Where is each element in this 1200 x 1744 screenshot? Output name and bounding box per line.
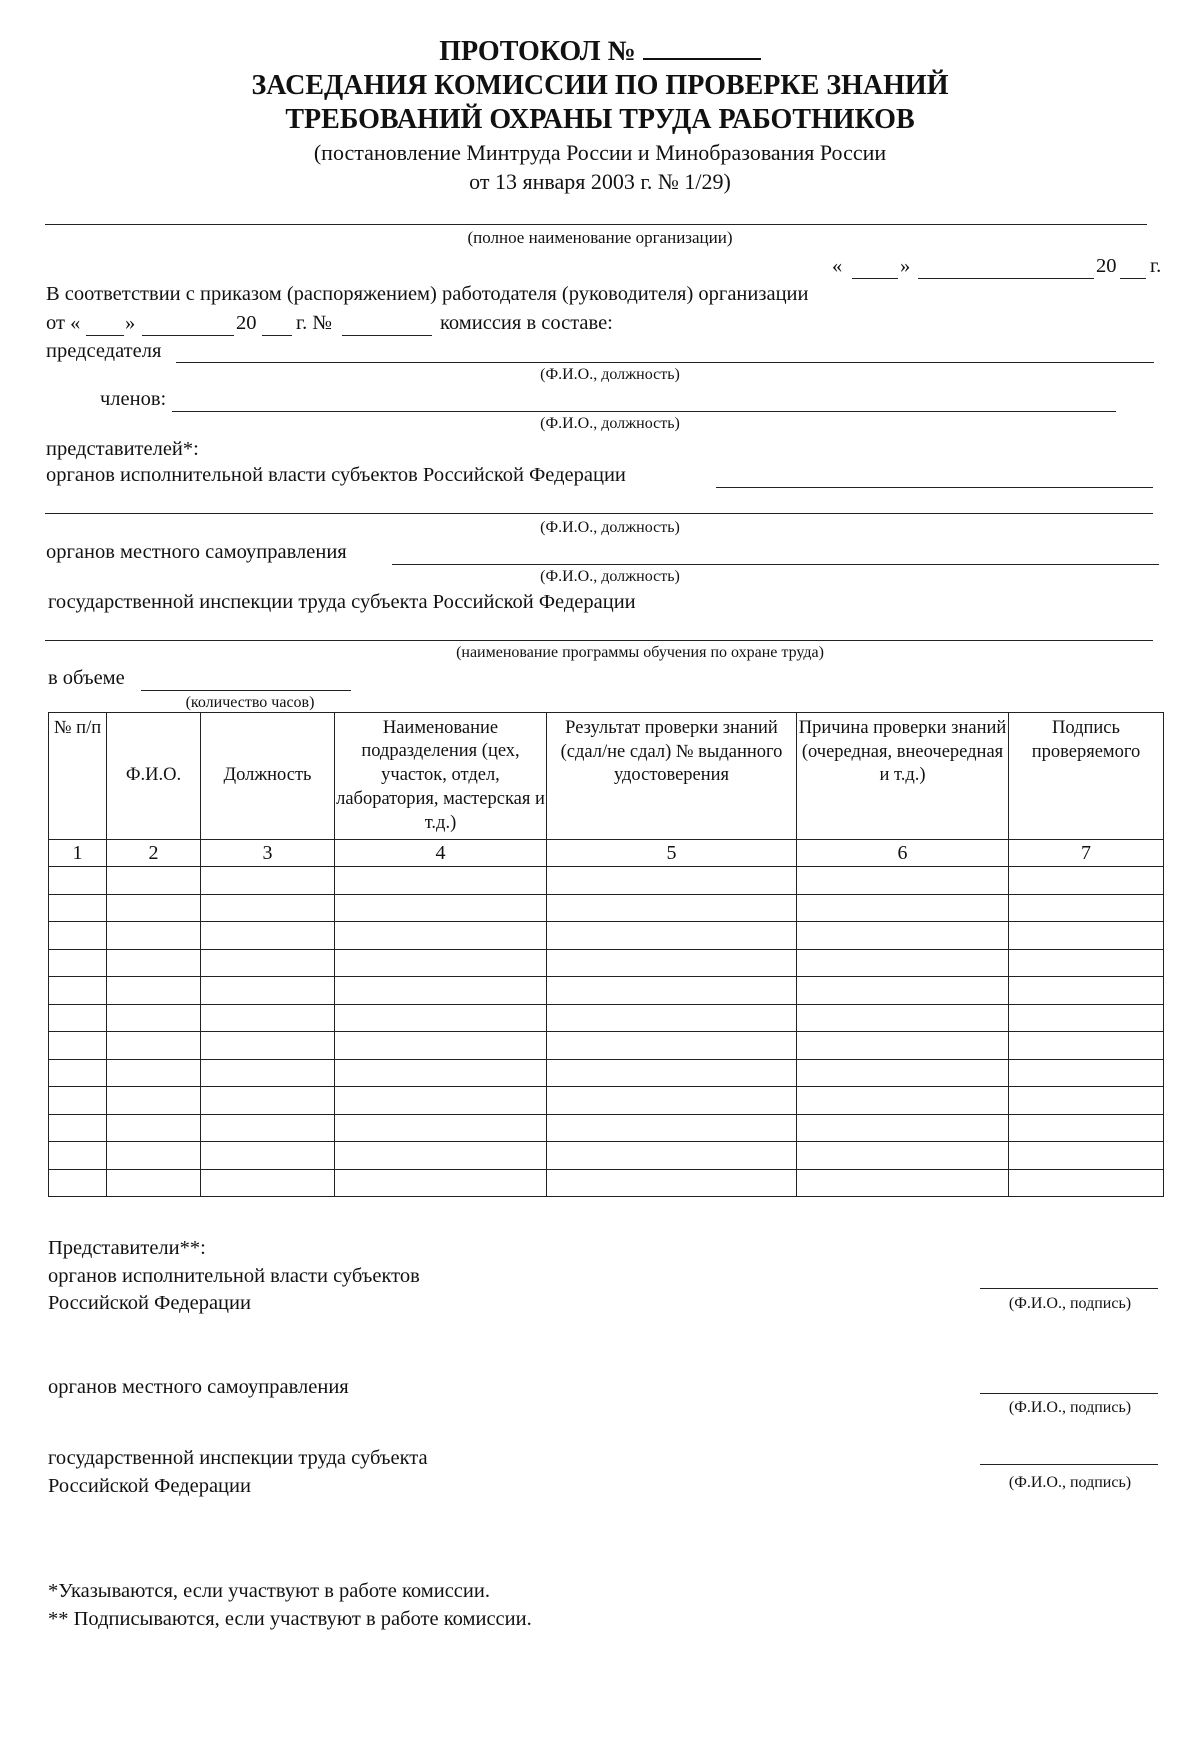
table-cell[interactable] bbox=[1009, 977, 1164, 1005]
title-line-3: ТРЕБОВАНИЙ ОХРАНЫ ТРУДА РАБОТНИКОВ bbox=[285, 104, 915, 135]
table-cell[interactable] bbox=[49, 977, 107, 1005]
order-date-prefix: от « bbox=[46, 312, 81, 334]
sig-inspection-caption: (Ф.И.О., подпись) bbox=[1008, 1474, 1132, 1491]
table-cell[interactable] bbox=[335, 949, 547, 977]
members-field[interactable] bbox=[172, 411, 1116, 412]
table-cell[interactable] bbox=[1009, 922, 1164, 950]
table-cell[interactable] bbox=[201, 894, 335, 922]
table-cell[interactable] bbox=[547, 894, 797, 922]
protocol-number-field[interactable] bbox=[643, 34, 761, 60]
col-header-reason: Причина проверки знаний (очередная, внеочередная и т.д.) bbox=[797, 713, 1009, 840]
table-row bbox=[49, 949, 1164, 977]
table-cell[interactable] bbox=[201, 949, 335, 977]
table-header-row bbox=[49, 713, 1164, 840]
table-cell[interactable] bbox=[1009, 867, 1164, 895]
sig-exec-line-2: Российской Федерации bbox=[48, 1292, 251, 1314]
table-cell[interactable] bbox=[547, 977, 797, 1005]
col-header-signature: Подпись проверяемого bbox=[1009, 713, 1164, 840]
table-cell[interactable] bbox=[49, 949, 107, 977]
table-cell[interactable] bbox=[335, 1059, 547, 1087]
table-cell[interactable] bbox=[547, 1142, 797, 1170]
table-cell[interactable] bbox=[49, 867, 107, 895]
table-cell[interactable] bbox=[797, 1004, 1009, 1032]
table-row bbox=[49, 1114, 1164, 1142]
volume-label: в объеме bbox=[48, 667, 125, 689]
col-header-result: Результат проверки знаний (сдал/не сдал) № выданного удостоверения bbox=[547, 713, 797, 840]
table-cell[interactable] bbox=[49, 1032, 107, 1060]
table-cell[interactable] bbox=[201, 1169, 335, 1197]
table-cell[interactable] bbox=[107, 1114, 201, 1142]
table-cell[interactable] bbox=[547, 1114, 797, 1142]
table-row bbox=[49, 922, 1164, 950]
col-header-position: Должность bbox=[201, 713, 335, 840]
table-cell[interactable] bbox=[547, 1169, 797, 1197]
col-header-fio: Ф.И.О. bbox=[107, 713, 201, 840]
table-cell[interactable] bbox=[1009, 1114, 1164, 1142]
table-cell[interactable] bbox=[335, 977, 547, 1005]
table-cell[interactable] bbox=[107, 894, 201, 922]
table-row bbox=[49, 867, 1164, 895]
date-open-quote: « bbox=[832, 255, 843, 277]
sig-local-gov-caption: (Ф.И.О., подпись) bbox=[1008, 1399, 1132, 1416]
table-cell[interactable] bbox=[547, 1087, 797, 1115]
program-caption: (наименование программы обучения по охране труда) bbox=[456, 644, 824, 661]
table-cell[interactable] bbox=[547, 1032, 797, 1060]
sig-exec-field[interactable] bbox=[980, 1288, 1158, 1289]
table-cell[interactable] bbox=[797, 949, 1009, 977]
table-cell[interactable] bbox=[107, 949, 201, 977]
table-cell[interactable] bbox=[547, 949, 797, 977]
table-row bbox=[49, 1059, 1164, 1087]
chair-field[interactable] bbox=[176, 362, 1154, 363]
table-cell[interactable] bbox=[107, 922, 201, 950]
date-close-quote: » bbox=[900, 255, 911, 277]
table-cell[interactable] bbox=[49, 1142, 107, 1170]
table-cell[interactable] bbox=[49, 894, 107, 922]
table-cell[interactable] bbox=[49, 1004, 107, 1032]
table-cell[interactable] bbox=[107, 1059, 201, 1087]
table-cell[interactable] bbox=[201, 1087, 335, 1115]
table-cell[interactable] bbox=[1009, 1032, 1164, 1060]
table-row bbox=[49, 894, 1164, 922]
hours-field[interactable] bbox=[141, 690, 351, 691]
sig-inspection-line-2: Российской Федерации bbox=[48, 1475, 251, 1497]
col-number: 7 bbox=[1009, 840, 1164, 867]
column-number-row bbox=[49, 840, 1164, 867]
table-cell[interactable] bbox=[547, 867, 797, 895]
table-cell[interactable] bbox=[1009, 1004, 1164, 1032]
table-cell[interactable] bbox=[1009, 1169, 1164, 1197]
representatives-label: представителей*: bbox=[46, 438, 199, 460]
table-row bbox=[49, 1142, 1164, 1170]
order-year-field[interactable] bbox=[262, 335, 292, 336]
table-cell[interactable] bbox=[797, 1087, 1009, 1115]
members-label: членов: bbox=[100, 388, 167, 410]
exec-bodies-field-2[interactable] bbox=[45, 513, 1153, 514]
members-caption: (Ф.И.О., должность) bbox=[540, 415, 680, 432]
table-cell[interactable] bbox=[335, 1114, 547, 1142]
table-cell[interactable] bbox=[797, 1142, 1009, 1170]
table-cell[interactable] bbox=[335, 1032, 547, 1060]
table-cell[interactable] bbox=[49, 1059, 107, 1087]
table-cell[interactable] bbox=[547, 1004, 797, 1032]
order-day-field[interactable] bbox=[86, 335, 124, 336]
date-year-suffix: г. bbox=[1150, 255, 1162, 277]
order-number-label: г. № bbox=[296, 312, 332, 334]
table-cell[interactable] bbox=[1009, 1087, 1164, 1115]
table-cell[interactable] bbox=[49, 1114, 107, 1142]
sig-inspection-field[interactable] bbox=[980, 1464, 1158, 1465]
table-cell[interactable] bbox=[547, 922, 797, 950]
exec-bodies-label: органов исполнительной власти субъектов Российской Федерации bbox=[46, 464, 626, 486]
table-row bbox=[49, 1004, 1164, 1032]
table-cell[interactable] bbox=[49, 1169, 107, 1197]
table-cell[interactable] bbox=[335, 1087, 547, 1115]
table-cell[interactable] bbox=[107, 1087, 201, 1115]
table-cell[interactable] bbox=[335, 894, 547, 922]
table-cell[interactable] bbox=[797, 1114, 1009, 1142]
table-cell[interactable] bbox=[797, 977, 1009, 1005]
sig-inspection-line-1: государственной инспекции труда субъекта bbox=[48, 1447, 428, 1469]
order-date-close-quote: » bbox=[125, 312, 136, 334]
table-row bbox=[49, 1169, 1164, 1197]
footnote-2: ** Подписываются, если участвуют в работе комиссии. bbox=[48, 1608, 532, 1630]
table-cell[interactable] bbox=[107, 977, 201, 1005]
table-cell[interactable] bbox=[49, 1087, 107, 1115]
table-cell[interactable] bbox=[107, 867, 201, 895]
table-cell[interactable] bbox=[1009, 1142, 1164, 1170]
table-cell[interactable] bbox=[1009, 894, 1164, 922]
sig-local-gov-field[interactable] bbox=[980, 1393, 1158, 1394]
table-cell[interactable] bbox=[107, 1032, 201, 1060]
table-cell[interactable] bbox=[1009, 1059, 1164, 1087]
table-cell[interactable] bbox=[335, 1169, 547, 1197]
hours-caption: (количество часов) bbox=[185, 694, 315, 711]
col-number: 3 bbox=[201, 840, 335, 867]
commission-label: комиссия в составе: bbox=[440, 312, 613, 334]
state-inspection-label: государственной инспекции труда субъекта Российской Федерации bbox=[48, 591, 636, 613]
organization-name-field[interactable] bbox=[45, 224, 1147, 225]
local-gov-field[interactable] bbox=[392, 564, 1159, 565]
col-number: 6 bbox=[797, 840, 1009, 867]
sig-exec-line-1: органов исполнительной власти субъектов bbox=[48, 1265, 420, 1287]
table-cell[interactable] bbox=[797, 1059, 1009, 1087]
table-cell[interactable] bbox=[797, 922, 1009, 950]
title-line-2: ЗАСЕДАНИЯ КОМИССИИ ПО ПРОВЕРКЕ ЗНАНИЙ bbox=[251, 70, 949, 101]
order-basis-text: В соответствии с приказом (распоряжением) работодателя (руководителя) организации bbox=[46, 283, 809, 305]
table-cell[interactable] bbox=[201, 1032, 335, 1060]
results-table bbox=[48, 712, 1164, 1197]
date-month-field[interactable] bbox=[918, 278, 1094, 279]
table-cell[interactable] bbox=[335, 1142, 547, 1170]
table-cell[interactable] bbox=[201, 1142, 335, 1170]
sig-exec-caption: (Ф.И.О., подпись) bbox=[1008, 1295, 1132, 1312]
table-cell[interactable] bbox=[797, 894, 1009, 922]
table-cell[interactable] bbox=[201, 1059, 335, 1087]
table-cell[interactable] bbox=[201, 867, 335, 895]
protocol-title: ПРОТОКОЛ № bbox=[0, 34, 1200, 68]
exec-bodies-field[interactable] bbox=[716, 487, 1153, 488]
col-number: 1 bbox=[49, 840, 107, 867]
table-cell[interactable] bbox=[107, 1169, 201, 1197]
table-cell[interactable] bbox=[335, 1004, 547, 1032]
table-cell[interactable] bbox=[547, 1059, 797, 1087]
table-cell[interactable] bbox=[201, 1114, 335, 1142]
table-cell[interactable] bbox=[1009, 949, 1164, 977]
col-header-number: № п/п bbox=[49, 713, 107, 840]
col-header-department: Наименование подразделения (цех, участок, отдел, лаборатория, мастерская и т.д.) bbox=[335, 713, 547, 840]
table-cell[interactable] bbox=[201, 977, 335, 1005]
date-year-prefix: 20 bbox=[1096, 255, 1117, 277]
order-number-field[interactable] bbox=[342, 335, 432, 336]
table-cell[interactable] bbox=[107, 1004, 201, 1032]
chair-caption: (Ф.И.О., должность) bbox=[540, 366, 680, 383]
table-cell[interactable] bbox=[107, 1142, 201, 1170]
table-row bbox=[49, 1087, 1164, 1115]
date-day-field[interactable] bbox=[852, 278, 898, 279]
table-cell[interactable] bbox=[335, 867, 547, 895]
col-number: 5 bbox=[547, 840, 797, 867]
date-year-field[interactable] bbox=[1120, 278, 1146, 279]
subtitle-line-2: от 13 января 2003 г. № 1/29) bbox=[469, 169, 731, 194]
local-gov-caption: (Ф.И.О., должность) bbox=[540, 568, 680, 585]
col-number: 2 bbox=[107, 840, 201, 867]
table-cell[interactable] bbox=[797, 1169, 1009, 1197]
exec-bodies-caption: (Ф.И.О., должность) bbox=[540, 519, 680, 536]
local-gov-label: органов местного самоуправления bbox=[46, 541, 347, 563]
table-cell[interactable] bbox=[201, 1004, 335, 1032]
table-cell[interactable] bbox=[201, 922, 335, 950]
table-cell[interactable] bbox=[49, 922, 107, 950]
footnote-1: *Указываются, если участвуют в работе комиссии. bbox=[48, 1580, 490, 1602]
col-number: 4 bbox=[335, 840, 547, 867]
chair-label: председателя bbox=[46, 340, 162, 362]
organization-caption: (полное наименование организации) bbox=[467, 228, 733, 247]
training-program-field[interactable] bbox=[45, 640, 1153, 641]
subtitle-line-1: (постановление Минтруда России и Минобразования России bbox=[313, 140, 887, 165]
table-cell[interactable] bbox=[335, 922, 547, 950]
table-row bbox=[49, 977, 1164, 1005]
table-cell[interactable] bbox=[797, 867, 1009, 895]
order-month-field[interactable] bbox=[142, 335, 234, 336]
table-cell[interactable] bbox=[797, 1032, 1009, 1060]
signatures-heading: Представители**: bbox=[48, 1237, 206, 1259]
sig-local-gov: органов местного самоуправления bbox=[48, 1376, 349, 1398]
order-year-prefix: 20 bbox=[236, 312, 257, 334]
table-row bbox=[49, 1032, 1164, 1060]
